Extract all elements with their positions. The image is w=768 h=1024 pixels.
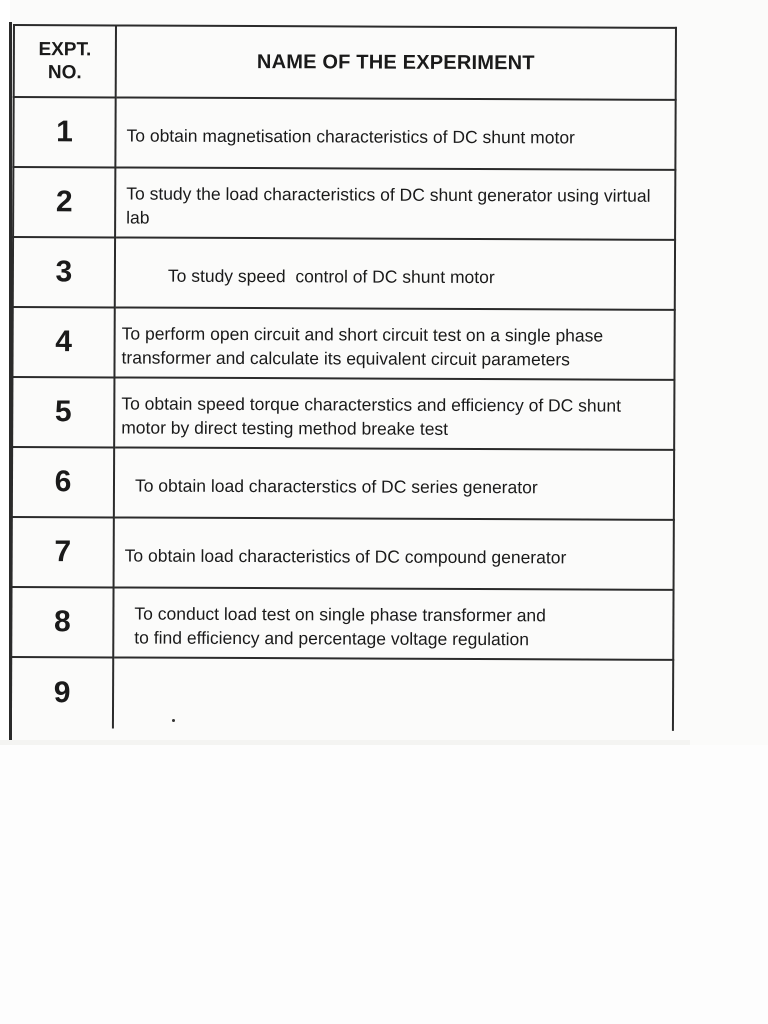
table-row [12, 377, 674, 450]
experiment-name-header-label: NAME OF THE EXPERIMENT [256, 50, 535, 74]
table-row [12, 517, 674, 590]
expt-number: 9 [11, 657, 113, 728]
experiment-name: To perform open circuit and short circuit test on a single phase transformer and calculate its equivalent circuit parameters [114, 307, 674, 379]
table-row [13, 97, 675, 170]
expt-no-header-label: EXPT. NO. [38, 39, 92, 84]
expt-number: 2 [13, 167, 115, 237]
experiment-name: To conduct load test on single phase transformer and to find efficiency and percentage voltage regulation [113, 587, 673, 659]
expt-number: 3 [13, 237, 115, 307]
table-row [11, 587, 673, 660]
table-row [12, 447, 674, 520]
expt-number: 4 [12, 307, 114, 377]
experiment-name [113, 657, 673, 730]
experiment-table [10, 24, 677, 731]
experiment-name: To obtain magnetisation characteristics of DC shunt motor [115, 97, 675, 169]
experiment-name: To obtain speed torque characterstics and efficiency of DC shunt motor by direct testing method breake test [114, 377, 674, 449]
scan-speck [172, 719, 175, 722]
expt-no-header [14, 25, 116, 97]
expt-number: 8 [11, 587, 113, 657]
expt-number: 6 [12, 447, 114, 517]
expt-number: 1 [13, 97, 115, 167]
experiment-name: To study speed control of DC shunt motor [115, 237, 675, 309]
table-row [12, 307, 674, 380]
experiment-name-header [116, 25, 676, 99]
expt-number: 7 [12, 517, 114, 587]
table-header-row [14, 25, 676, 100]
experiment-name: To obtain load characteristics of DC compound generator [114, 517, 674, 589]
table-row [11, 657, 673, 731]
table-row [13, 237, 675, 310]
expt-number: 5 [12, 377, 114, 447]
scan-bottom-edge [0, 740, 690, 745]
experiment-name: To obtain load characterstics of DC series generator [114, 447, 674, 519]
table-row [13, 167, 675, 240]
experiment-name: To study the load characteristics of DC shunt generator using virtual lab [115, 167, 675, 239]
